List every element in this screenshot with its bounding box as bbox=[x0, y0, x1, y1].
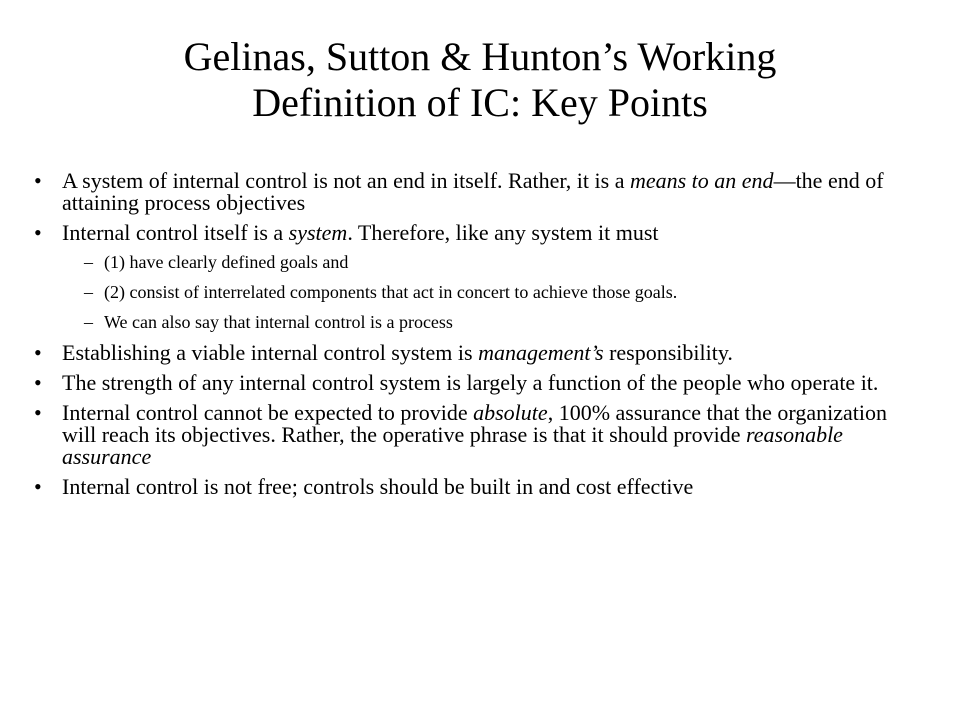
bullet-item bbox=[34, 474, 922, 499]
bullet-list bbox=[34, 168, 922, 506]
bullet-marker: • bbox=[34, 340, 42, 365]
bullet-emphasis: reasonable assurance bbox=[62, 422, 843, 469]
dash-marker: – bbox=[84, 312, 93, 332]
sub-bullet-item bbox=[84, 282, 922, 302]
bullet-marker: • bbox=[34, 168, 42, 193]
bullet-text: Internal control cannot be expected to provide bbox=[62, 400, 474, 425]
sub-bullet-text: (1) have clearly defined goals and bbox=[104, 252, 349, 272]
bullet-emphasis: means to an end bbox=[629, 168, 774, 193]
bullet-marker: • bbox=[34, 474, 42, 499]
sub-bullet-item bbox=[84, 312, 922, 332]
bullet-text: , 100% assurance that the organization will reach its objectives. Rather, the operative phrase is that it should provide bbox=[62, 400, 887, 447]
bullet-text: Internal control itself is a bbox=[62, 220, 289, 245]
bullet-text: The strength of any internal control system is largely a function of the people who operate it. bbox=[62, 370, 879, 395]
bullet-text: Internal control is not free; controls should be built in and cost effective bbox=[62, 474, 694, 499]
sub-bullet-text: We can also say that internal control is a process bbox=[104, 312, 453, 332]
sub-bullet-item bbox=[84, 252, 922, 272]
sub-bullet-text: (2) consist of interrelated components that act in concert to achieve those goals. bbox=[104, 282, 678, 302]
dash-marker: – bbox=[84, 252, 93, 272]
bullet-item bbox=[34, 340, 922, 365]
bullet-marker: • bbox=[34, 220, 42, 245]
bullet-emphasis: absolute bbox=[473, 400, 548, 425]
bullet-item bbox=[34, 370, 922, 395]
bullet-item bbox=[34, 220, 922, 245]
bullet-item bbox=[34, 400, 922, 469]
bullet-emphasis: management’s bbox=[478, 340, 604, 365]
bullet-emphasis: system bbox=[288, 220, 348, 245]
slide-title bbox=[60, 34, 900, 126]
bullet-text: —the end of attaining process objectives bbox=[62, 168, 884, 215]
bullet-marker: • bbox=[34, 370, 42, 395]
title-line-2: Definition of IC: Key Points bbox=[252, 80, 708, 125]
bullet-text: responsibility. bbox=[603, 340, 733, 365]
bullet-text: A system of internal control is not an end in itself. Rather, it is a bbox=[62, 168, 630, 193]
bullet-text: Establishing a viable internal control system is bbox=[62, 340, 479, 365]
bullet-item bbox=[34, 168, 922, 215]
bullet-text: . Therefore, like any system it must bbox=[347, 220, 659, 245]
bullet-marker: • bbox=[34, 400, 42, 425]
dash-marker: – bbox=[84, 282, 93, 302]
title-line-1: Gelinas, Sutton & Hunton’s Working bbox=[183, 34, 777, 79]
